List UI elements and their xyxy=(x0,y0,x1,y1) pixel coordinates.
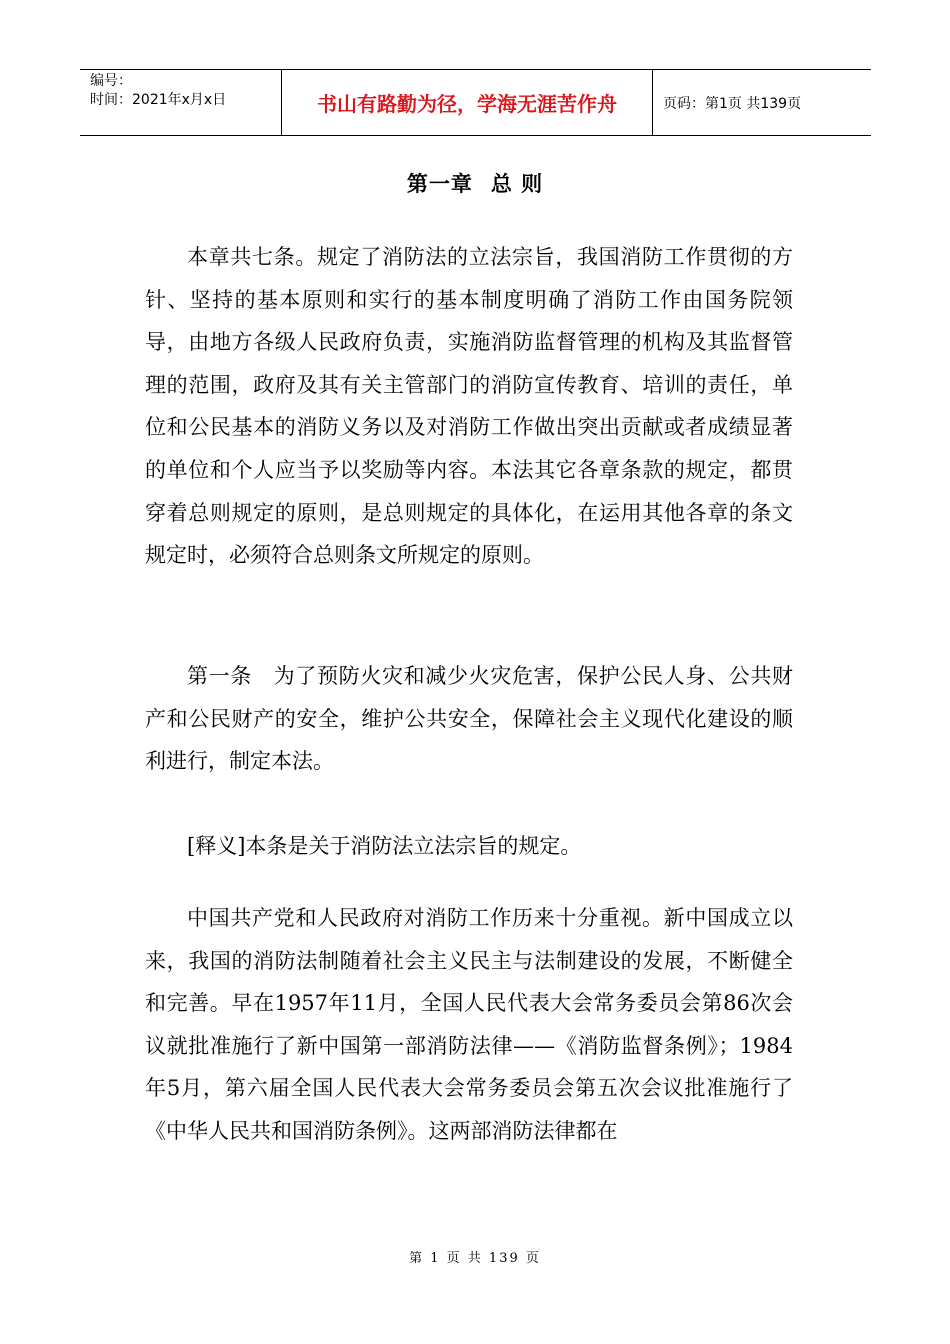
chapter-name: 总 则 xyxy=(490,172,544,196)
article-1-paragraph: 第一条 为了预防火灾和减少火灾危害，保护公民人身、公共财产和公民财产的安全，维护公共安全，保障社会主义现代化建设的顺利进行，制定本法。 xyxy=(145,664,793,774)
chapter-number: 第一章 xyxy=(406,172,473,196)
page-info-cell xyxy=(653,70,871,135)
page-footer xyxy=(0,1247,950,1266)
header-table xyxy=(80,69,871,136)
motto-cell xyxy=(282,70,653,135)
header-meta-cell xyxy=(80,70,282,135)
footer-page-number: 第 1 页 共 139 页 xyxy=(409,1251,541,1266)
date-label: 时间：2021年x月x日 xyxy=(90,92,227,108)
explanation-paragraph: [释义]本条是关于消防法立法宗旨的规定。 xyxy=(187,834,582,858)
chapter-title xyxy=(0,168,950,198)
history-paragraph: 中国共产党和人民政府对消防工作历来十分重视。新中国成立以来，我国的消防法制随着社会主义民主与法制建设的发展，不断健全和完善。早在1957年11月，全国人民代表大会常务委员会第86次会议就批准施行了新中国第一部消防法律——《消防监督条例》；1984年5月，第六届全国人民代表大会常务委员会第五次会议批准施行了《中华人民共和国消防条例》。这两部消防法律都在 xyxy=(145,906,793,1143)
motto-text: 书山有路勤为径，学海无涯苦作舟 xyxy=(317,92,617,116)
page-info-text: 页码：第1页 共139页 xyxy=(663,95,802,112)
chapter-intro-paragraph: 本章共七条。规定了消防法的立法宗旨，我国消防工作贯彻的方针、坚持的基本原则和实行的基本制度明确了消防工作由国务院领导，由地方各级人民政府负责，实施消防监督管理的机构及其监督管理的范围，政府及其有关主管部门的消防宣传教育、培训的责任，单位和公民基本的消防义务以及对消防工作做出突出贡献或者成绩显著的单位和个人应当予以奖励等内容。本法其它各章条款的规定，都贯穿着总则规定的原则，是总则规定的具体化，在运用其他各章的条文规定时，必须符合总则条文所规定的原则。 xyxy=(145,245,793,568)
number-label: 编号： xyxy=(90,73,132,89)
